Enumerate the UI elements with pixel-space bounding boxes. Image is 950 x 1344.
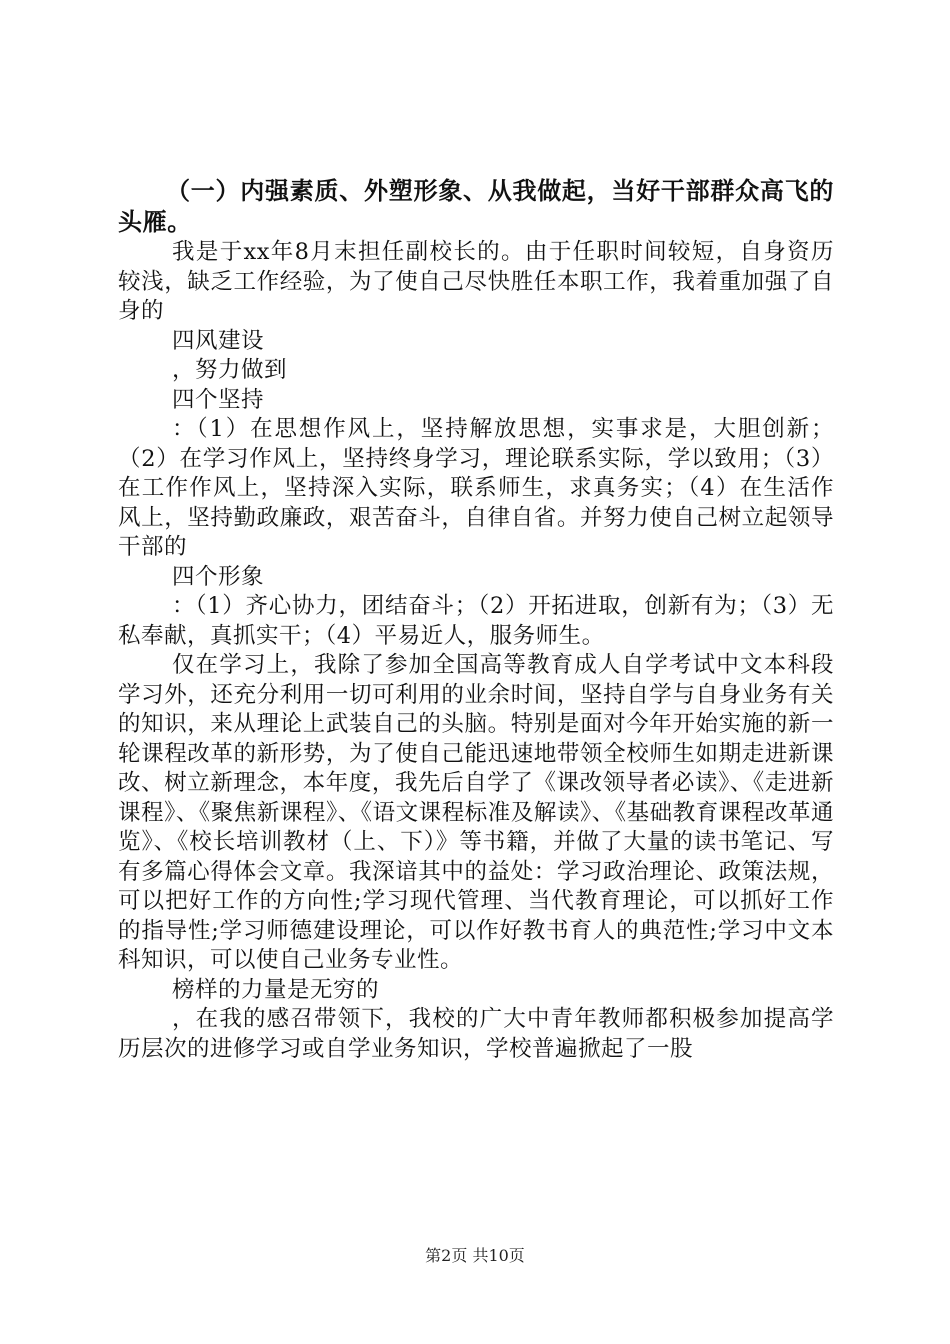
paragraph-4: 四个坚持 — [172, 386, 265, 413]
paragraph-7: ：（1）齐心协力，团结奋斗；（2）开拓进取，创新有为；（3）无私奉献，真抓实干；（4）平易近人，服务师生。 — [118, 593, 834, 649]
paragraph-9: 榜样的力量是无穷的 — [172, 976, 380, 1003]
page-number-footer: 第2页 共10页 — [425, 1246, 525, 1265]
paragraph-8: 仅在学习上，我除了参加全国高等教育成人自学考试中文本科段学习外，还充分利用一切可利用的业余时间，坚持自学与自身业务有关的知识，来从理论上武装自己的头脑。特别是面对今年开始实施的新一轮课程改革的新形势，为了使自己能迅速地带领全校师生如期走进新课改、树立新理念，本年度，我先后自学了《课改领导者必读》、《走进新课程》、《聚焦新课程》、《语文课程标准及解读》、《基础教育课程改革通览》、《校长培训教材（上、下）》等书籍，并做了大量的读书笔记、写有多篇心得体会文章。我深谙其中的益处：学习政治理论、政策法规，可以把好工作的方向性;学习现代管理、当代教育理论，可以抓好工作的指导性;学习师德建设理论，可以作好教书育人的典范性;学习中文本科知识，可以使自己业务专业性。 — [118, 652, 834, 973]
paragraph-5: ：（1）在思想作风上，坚持解放思想，实事求是，大胆创新；（2）在学习作风上，坚持终身学习，理论联系实际，学以致用；（3）在工作作风上，坚持深入实际，联系师生，求真务实；（4）在生活作风上，坚持勤政廉政，艰苦奋斗，自律自省。并努力使自己树立起领导干部的 — [118, 416, 834, 560]
paragraph-2: 四风建设 — [172, 327, 265, 354]
paragraph-10: ，在我的感召带领下，我校的广大中青年教师都积极参加提高学历层次的进修学习或自学业务知识，学校普遍掀起了一股 — [118, 1006, 834, 1062]
document-body — [118, 176, 834, 1064]
paragraph-3: ，努力做到 — [172, 357, 288, 383]
section-heading: （一）内强素质、外塑形象、从我做起，当好干部群众高飞的头雁。 — [118, 177, 834, 236]
paragraph-1: 我是于xx年8月末担任副校长的。由于任职时间较短，自身资历较浅，缺乏工作经验，为了使自己尽快胜任本职工作，我着重加强了自身的 — [118, 239, 834, 324]
paragraph-6: 四个形象 — [172, 563, 265, 590]
